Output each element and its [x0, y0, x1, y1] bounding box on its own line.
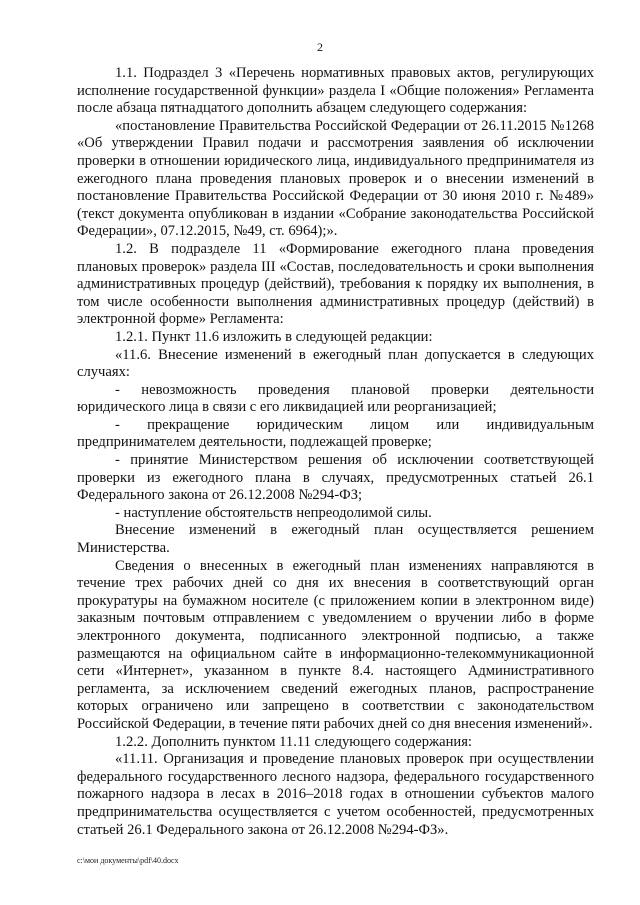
paragraph: Сведения о внесенных в ежегодный план изменениях направляются в течение трех рабочих дней со дня их внесения в соответствующий орган прокуратуры на бумажном носителе (с приложением копии в электронном виде) заказным почтовым отправлением с уведомлением о вручении либо в форме электронного документа, подписанного электронной подписью, а также размещаются на официальном сайте в информационно-телекоммуникационной сети «Интернет», указанном в пункте 8.4. настоящего Административного регламента, за исключением сведений ежегодных планов, распространение которых ограничено или запрещено в соответствии с законодательством Российской Федерации, в течение пяти рабочих дней со дня внесения изменений».	[77, 557, 594, 732]
paragraph: Внесение изменений в ежегодный план осуществляется решением Министерства.	[77, 522, 594, 557]
paragraph: 1.2. В подразделе 11 «Формирование ежегодного плана проведения плановых проверок» раздела III «Состав, последовательность и сроки выполнения административных процедур (действий), требования к порядку их выполнения, в том числе особенности выполнения административных процедур (действий) в электронной форме» Регламента:	[77, 240, 594, 328]
list-item: - прекращение юридическим лицом или индивидуальным предпринимателем деятельности, подлежащей проверке;	[77, 416, 594, 451]
paragraph: «постановление Правительства Российской Федерации от 26.11.2015 №1268 «Об утверждении Правил подачи и рассмотрения заявления об исключении проверки в отношении юридического лица, индивидуального предпринимателя из ежегодного плана проведения плановых проверок и о внесении изменений в постановление Правительства Российской Федерации от 30 июня 2010 г. №489» (текст документа опубликован в издании «Собрание законодательства Российской Федерации», 07.12.2015, №49, ст. 6964);».	[77, 117, 594, 240]
paragraph: 1.2.2. Дополнить пунктом 11.11 следующего содержания:	[115, 733, 472, 750]
document-body	[77, 65, 594, 839]
list-item: - невозможность проведения плановой проверки деятельности юридического лица в связи с его ликвидацией или реорганизацией;	[77, 381, 594, 416]
paragraph: «11.6. Внесение изменений в ежегодный план допускается в следующих случаях:	[77, 346, 594, 381]
paragraph: 1.2.1. Пункт 11.6 изложить в следующей редакции:	[115, 328, 433, 345]
page-number: 2	[317, 40, 323, 54]
paragraph: 1.1. Подраздел 3 «Перечень нормативных правовых актов, регулирующих исполнение государственной функции» раздела I «Общие положения» Регламента после абзаца пятнадцатого дополнить абзацем следующего содержания:	[77, 65, 594, 117]
list-item: - принятие Министерством решения об исключении соответствующей проверки из ежегодного плана в случаях, предусмотренных статьей 26.1 Федерального закона от 26.12.2008 №294-ФЗ;	[77, 452, 594, 504]
footer-file-path: c:\мои документы\pdf\40.docx	[77, 856, 179, 865]
paragraph: «11.11. Организация и проведение плановых проверок при осуществлении федерального государственного лесного надзора, федерального государственного пожарного надзора в лесах в 2016–2018 годах в отношении субъектов малого предпринимательства осуществляется с учетом особенностей, предусмотренных статьей 26.1 Федерального закона от 26.12.2008 №294-ФЗ».	[77, 751, 594, 838]
list-item: - наступление обстоятельств непреодолимой силы.	[115, 504, 432, 521]
